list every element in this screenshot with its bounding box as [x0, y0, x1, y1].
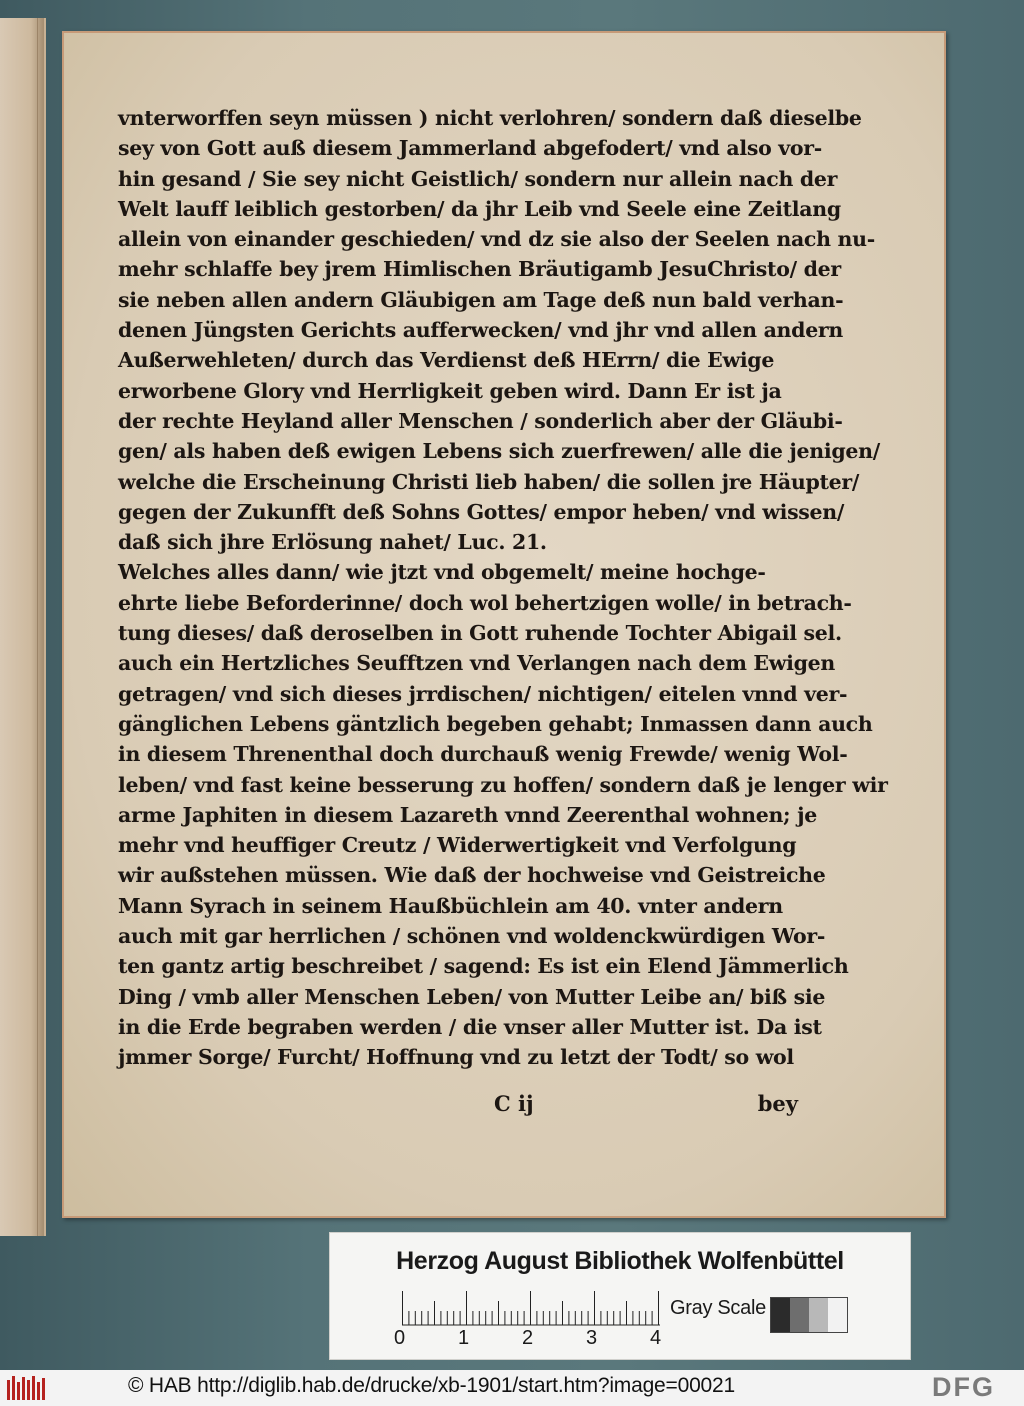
- gray-swatch: [809, 1298, 828, 1332]
- text-line: sey von Gott auß diesem Jammerland abgefodert/ vnd also vor-: [118, 136, 823, 161]
- ruler-scale: [402, 1289, 660, 1329]
- gray-scale-swatches: [770, 1297, 848, 1333]
- text-line: allein von einander geschieden/ vnd dz sie also der Seelen nach nu-: [118, 227, 875, 252]
- library-color-card: [329, 1232, 911, 1360]
- dfg-logo: DFG: [932, 1372, 995, 1402]
- text-line: getragen/ vnd sich dieses jrrdischen/ nichtigen/ eitelen vnnd ver-: [118, 681, 848, 706]
- ruler-numbers: [394, 1327, 674, 1351]
- text-line: Welt lauff leiblich gestorben/ da jhr Leib vnd Seele eine Zeitlang: [118, 196, 841, 221]
- text-line: gegen der Zukunfft deß Sohns Gottes/ empor heben/ vnd wissen/: [118, 499, 845, 524]
- library-name: Herzog August Bibliothek Wolfenbüttel: [396, 1247, 844, 1275]
- catchword: bey: [757, 1091, 798, 1116]
- previous-page-edge: [0, 18, 46, 1236]
- text-line: ten gantz artig beschreibet / sagend: Es ist ein Elend Jämmerlich: [118, 954, 849, 979]
- text-line: Ding / vmb aller Menschen Leben/ von Mutter Leibe an/ biß sie: [118, 984, 826, 1009]
- text-line: auch mit gar herrlichen / schönen vnd woldenckwürdigen Wor-: [118, 924, 826, 949]
- text-line: mehr vnd heuffiger Creutz / Widerwertigkeit vnd Verfolgung: [118, 833, 797, 858]
- text-line: leben/ vnd fast keine besserung zu hoffen/ sondern daß je lenger wir: [118, 772, 888, 797]
- text-line: tung dieses/ daß deroselben in Gott ruhende Tochter Abigail sel.: [118, 621, 842, 646]
- text-line: sie neben allen andern Gläubigen am Tage deß nun bald verhan-: [118, 287, 844, 312]
- ruler-number: 0: [394, 1327, 406, 1349]
- book-page: [62, 31, 946, 1218]
- text-line: denen Jüngsten Gerichts aufferwecken/ vnd jhr vnd allen andern: [118, 318, 844, 343]
- text-line: gen/ als haben deß ewigen Lebens sich zuerfrewen/ alle die jenigen/: [118, 439, 880, 464]
- text-line: Welches alles dann/ wie jtzt vnd obgemelt/ meine hochge-: [118, 560, 766, 585]
- ruler-number: 2: [522, 1327, 534, 1349]
- text-line: auch ein Hertzliches Seufftzen vnd Verlangen nach dem Ewigen: [118, 651, 835, 676]
- gray-swatch: [790, 1298, 809, 1332]
- text-line: daß sich jhre Erlösung nahet/ Luc. 21.: [118, 530, 547, 555]
- text-line: mehr schlaffe bey jrem Himlischen Bräutigamb JesuChristo/ der: [118, 257, 841, 282]
- text-line: jmmer Sorge/ Furcht/ Hoffnung vnd zu letzt der Todt/ so wol: [118, 1045, 794, 1070]
- text-line: erworbene Glory vnd Herrligkeit geben wird. Dann Er ist ja: [118, 378, 782, 403]
- ruler-number: 1: [458, 1327, 470, 1349]
- text-line: Außerwehleten/ durch das Verdienst deß HErrn/ die Ewige: [118, 348, 775, 373]
- hab-logo-icon: [6, 1374, 46, 1402]
- page-footer: [118, 1091, 798, 1125]
- text-line: Mann Syrach in seinem Haußbüchlein am 40. vnter andern: [118, 893, 783, 918]
- ruler-number: 3: [586, 1327, 598, 1349]
- text-line: arme Japhiten in diesem Lazareth vnnd Zeerenthal wohnen; je: [118, 802, 818, 827]
- gray-swatch: [771, 1298, 790, 1332]
- copyright-url: © HAB http://diglib.hab.de/drucke/xb-1901/start.htm?image=00021: [128, 1374, 735, 1397]
- text-line: in diesem Threnenthal doch durchauß wenig Frewde/ wenig Wol-: [118, 742, 848, 767]
- text-line: wir außstehen müssen. Wie daß der hochweise vnd Geistreiche: [118, 863, 826, 888]
- gray-scale-label: Gray Scale: [670, 1297, 766, 1319]
- page-text: [118, 103, 888, 1073]
- text-line: hin gesand / Sie sey nicht Geistlich/ sondern nur allein nach der: [118, 166, 838, 191]
- text-line: gänglichen Lebens gäntzlich begeben gehabt; Inmassen dann auch: [118, 711, 873, 736]
- footer-bar: [0, 1370, 1024, 1406]
- signature-mark: C ij: [494, 1091, 534, 1116]
- text-line: welche die Erscheinung Christi lieb haben/ die sollen jre Häupter/: [118, 469, 860, 494]
- ruler-number: 4: [650, 1327, 662, 1349]
- text-line: vnterworffen seyn müssen ) nicht verlohren/ sondern daß dieselbe: [118, 106, 862, 130]
- gray-swatch: [828, 1298, 847, 1332]
- text-line: ehrte liebe Beforderinne/ doch wol behertzigen wolle/ in betrach-: [118, 590, 852, 615]
- text-line: in die Erde begraben werden / die vnser aller Mutter ist. Da ist: [118, 1014, 822, 1039]
- text-line: der rechte Heyland aller Menschen / sonderlich aber der Gläubi-: [118, 408, 843, 433]
